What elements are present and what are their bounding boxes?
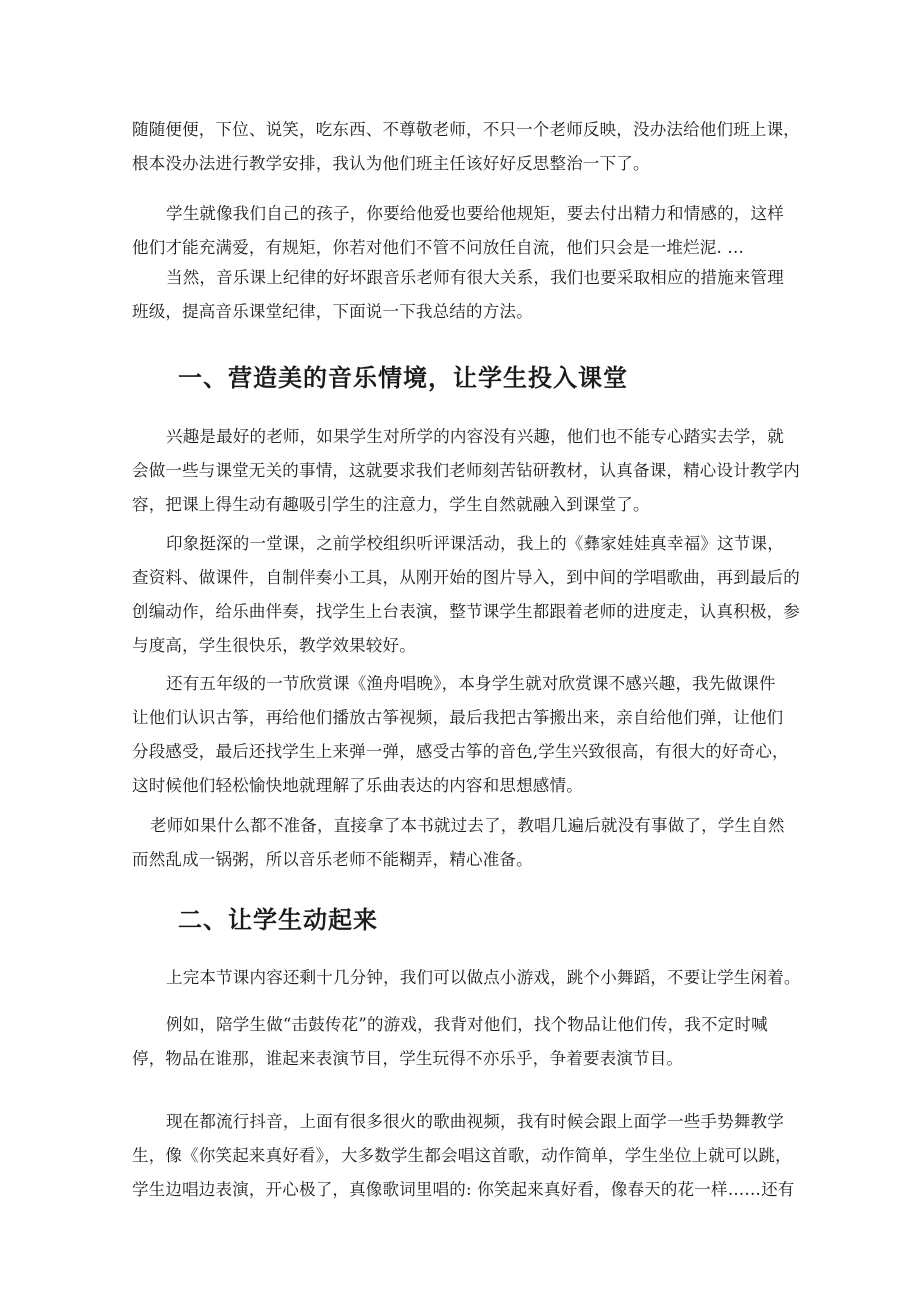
text-line: 而然乱成一锅粥，所以音乐老师不能糊弄，精心准备。 — [132, 850, 533, 869]
paragraph — [132, 197, 784, 265]
paragraph — [132, 261, 784, 329]
text-line: 生，像《你笑起来真好看》，大多数学生都会唱这首歌，动作简单，学生坐位上就可以跳， — [132, 1146, 792, 1165]
text-line: 当然，音乐课上纪律的好坏跟音乐老师有很大关系，我们也要采取相应的措施来管理 — [166, 268, 784, 287]
text-line: 根本没办法进行教学安排，我认为他们班主任该好好反思整治一下了。 — [132, 154, 650, 173]
text-line: 老师如果什么都不准备，直接拿了本书就过去了，教唱几遍后就没有事做了，学生自然 — [150, 816, 785, 835]
text-line: 学生边唱边表演，开心极了，真像歌词里唱的: 你笑起来真好看，像春天的花一样……还有 — [132, 1180, 795, 1199]
text-line: 分段感受，最后还找学生上来弹一弹，感受古筝的音色,学生兴致很高，有很大的好奇心， — [132, 742, 789, 761]
text-line: 随随便便，下位、说笑，吃东西、不尊敬老师，不只一个老师反映，没办法给他们班上课， — [132, 120, 800, 139]
text-line: 上完本节课内容还剩十几分钟，我们可以做点小游戏，跳个小舞蹈，不要让学生闲着。 — [166, 968, 801, 987]
section-heading-2: 二、让学生动起来 — [178, 906, 378, 934]
paragraph — [132, 667, 789, 803]
text-line: 与度高，学生很快乐，教学效果较好。 — [132, 636, 416, 655]
text-line: 让他们认识古筝，再给他们播放古筝视频，最后我把古筝搬出来，亲自给他们弹，让他们 — [132, 708, 784, 727]
section-heading-1: 一、营造美的音乐情境，让学生投入课堂 — [178, 364, 628, 392]
text-line: 还有五年级的一节欣赏课《渔舟唱晚》，本身学生就对欣赏课不感兴趣，我先做课件 — [166, 674, 776, 693]
text-line: 这时候他们轻松愉快地就理解了乐曲表达的内容和思想感情。 — [132, 776, 583, 795]
paragraph — [132, 1105, 795, 1207]
text-line: 例如，陪学生做“击鼓传花”的游戏，我背对他们，找个物品让他们传，我不定时喊 — [166, 1015, 768, 1034]
paragraph — [132, 527, 800, 663]
text-line: 兴趣是最好的老师，如果学生对所学的内容没有兴趣，他们也不能专心踏实去学，就 — [166, 427, 784, 446]
paragraph — [132, 113, 800, 181]
text-line: 学生就像我们自己的孩子，你要给他爱也要给他规矩，要去付出精力和情感的，这样 — [166, 204, 784, 223]
paragraph — [132, 1008, 768, 1076]
text-line: 会做一些与课堂无关的事情，这就要求我们老师刻苦钻研教材，认真备课，精心设计教学内 — [132, 461, 800, 480]
text-line: 停，物品在谁那，谁起来表演节目，学生玩得不亦乐乎，争着要表演节目。 — [132, 1049, 684, 1068]
text-line: 容，把课上得生动有趣吸引学生的注意力，学生自然就融入到课堂了。 — [132, 495, 650, 514]
paragraph — [132, 961, 801, 995]
text-line: 查资料、做课件，自制伴奏小工具，从刚开始的图片导入，到中间的学唱歌曲，再到最后的 — [132, 568, 800, 587]
text-line: 创编动作，给乐曲伴奏，找学生上台表演，整节课学生都跟着老师的进度走，认真积极，参 — [132, 602, 800, 621]
text-line: 班级，提高音乐课堂纪律，下面说一下我总结的方法。 — [132, 302, 533, 321]
text-line: 现在都流行抖音，上面有很多很火的歌曲视频，我有时候会跟上面学一些手势舞教学 — [166, 1112, 784, 1131]
text-line: 印象挺深的一堂课，之前学校组织听评课活动，我上的《彝家娃娃真幸福》这节课， — [166, 534, 784, 553]
text-line: 他们才能充满爱，有规矩，你若对他们不管不问放任自流，他们只会是一堆烂泥. … — [132, 238, 745, 257]
paragraph — [132, 420, 800, 522]
paragraph — [132, 809, 785, 877]
